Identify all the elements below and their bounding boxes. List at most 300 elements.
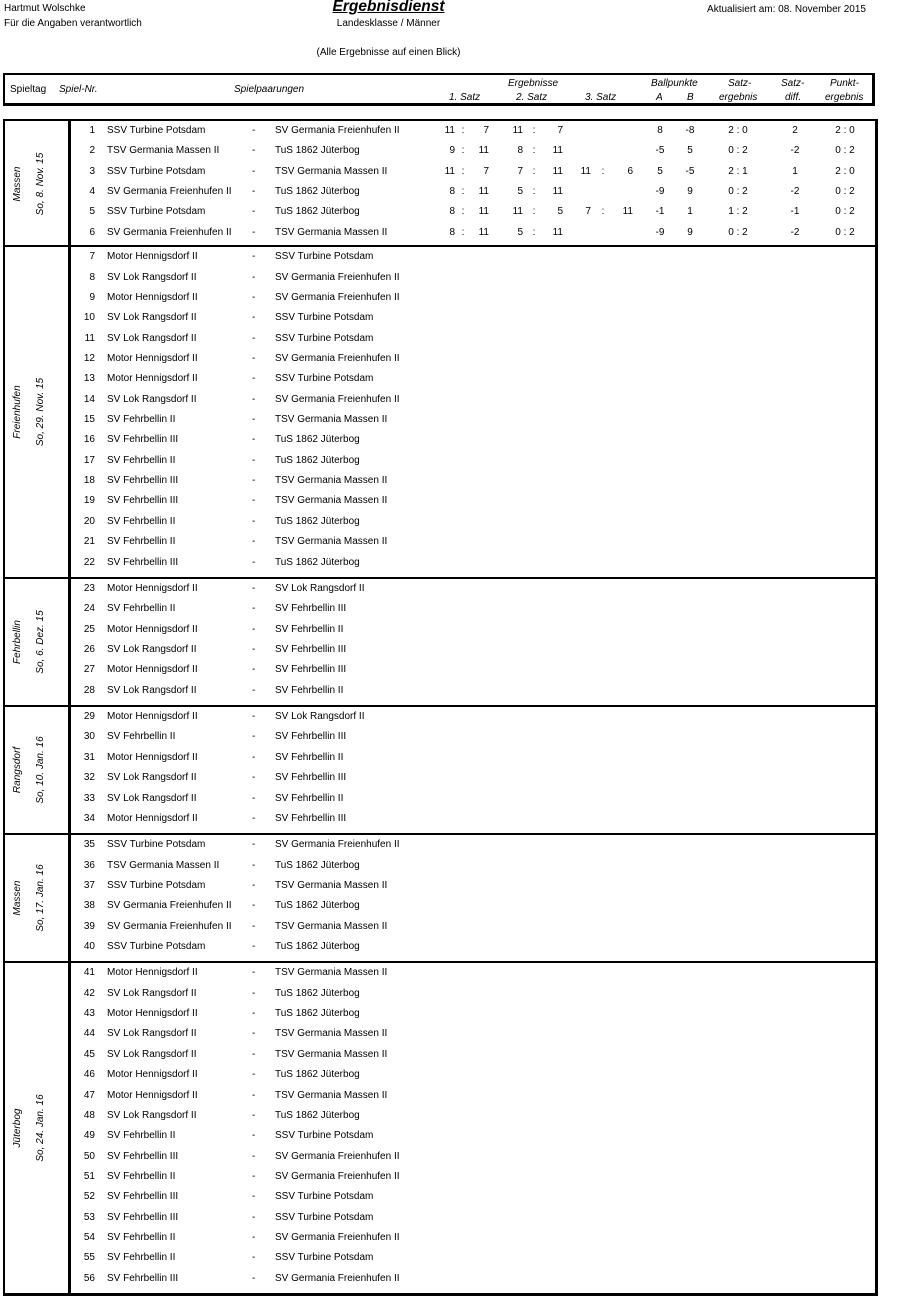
away-team: TuS 1862 Jüterbog — [275, 859, 360, 871]
score-colon: : — [461, 145, 465, 157]
header-spiel-nr: Spiel-Nr. — [59, 84, 98, 95]
versus-separator: - — [252, 1109, 256, 1121]
match-number: 12 — [83, 352, 95, 364]
match-row — [5, 554, 875, 574]
match-row — [5, 661, 875, 681]
match-row — [5, 1005, 875, 1025]
match-row — [5, 224, 875, 244]
away-team: TuS 1862 Jüterbog — [275, 900, 360, 912]
ball-points-b: 1 — [687, 206, 693, 218]
versus-separator: - — [252, 664, 256, 676]
set-result: 2 : 0 — [728, 125, 748, 136]
set-points-home: 7 — [517, 165, 523, 177]
match-number: 26 — [83, 643, 95, 655]
away-team: TuS 1862 Jüterbog — [275, 1069, 360, 1081]
match-row — [5, 391, 875, 411]
set-points-away: 11 — [552, 226, 563, 238]
set-points-home: 5 — [517, 186, 523, 198]
versus-separator: - — [252, 495, 256, 507]
set-result: 1 : 2 — [728, 206, 748, 218]
ball-points-a: -1 — [655, 206, 665, 218]
match-number: 10 — [83, 312, 95, 324]
match-row — [5, 836, 875, 856]
score-colon: : — [601, 165, 605, 177]
away-team: SV Fehrbellin III — [275, 772, 347, 784]
away-team: TuS 1862 Jüterbog — [275, 987, 360, 999]
matchday-date: So, 6. Dez. 15 — [35, 610, 46, 674]
set-points-home: 9 — [449, 145, 455, 157]
match-number: 56 — [83, 1272, 95, 1284]
ball-points-b: 9 — [687, 186, 693, 198]
score-colon: : — [532, 186, 536, 198]
home-team: SV Fehrbellin II — [107, 515, 176, 527]
home-team: Motor Hennigsdorf II — [107, 291, 198, 303]
match-number: 6 — [89, 226, 95, 238]
set-1-score — [437, 166, 489, 177]
point-result: 0 : 2 — [835, 145, 855, 157]
set-points-away: 11 — [478, 186, 489, 198]
versus-separator: - — [252, 1191, 256, 1203]
set-points-home: 5 — [517, 226, 523, 238]
home-team: SV Germania Freienhufen II — [107, 900, 232, 912]
point-result: 2 : 0 — [835, 125, 855, 136]
home-team: SV Fehrbellin II — [107, 536, 176, 548]
match-number: 46 — [83, 1069, 95, 1081]
away-team: TSV Germania Massen II — [275, 475, 388, 487]
matchday-venue: Massen — [12, 880, 23, 916]
versus-separator: - — [252, 556, 256, 568]
set-result: 2 : 1 — [728, 165, 748, 177]
match-row — [5, 183, 875, 203]
away-team: TSV Germania Massen II — [275, 414, 388, 426]
match-row — [5, 533, 875, 553]
home-team: SV Lok Rangsdorf II — [107, 1028, 197, 1040]
match-number: 30 — [83, 731, 95, 743]
match-row — [5, 641, 875, 661]
score-colon: : — [461, 226, 465, 238]
score-colon: : — [532, 165, 536, 177]
match-row — [5, 810, 875, 830]
home-team: Motor Hennigsdorf II — [107, 812, 198, 824]
set-points-away: 5 — [557, 206, 563, 218]
match-row — [5, 600, 875, 620]
versus-separator: - — [252, 1069, 256, 1081]
away-team: TuS 1862 Jüterbog — [275, 454, 360, 466]
home-team: SV Lok Rangsdorf II — [107, 772, 197, 784]
home-team: SV Fehrbellin III — [107, 1191, 179, 1203]
home-team: SV Fehrbellin III — [107, 1272, 179, 1284]
match-number: 5 — [89, 206, 95, 218]
match-row — [5, 682, 875, 702]
home-team: SV Fehrbellin III — [107, 1211, 179, 1223]
match-row — [5, 1168, 875, 1188]
away-team: SV Fehrbellin II — [275, 684, 344, 696]
away-team: SV Fehrbellin III — [275, 812, 347, 824]
versus-separator: - — [252, 1089, 256, 1101]
home-team: TSV Germania Massen II — [107, 145, 220, 157]
ball-points-b: 9 — [687, 226, 693, 238]
away-team: SV Germania Freienhufen II — [275, 1232, 400, 1244]
matchday-venue: Freienhufen — [12, 385, 23, 439]
home-team: SV Lok Rangsdorf II — [107, 684, 197, 696]
set-points-away: 7 — [557, 125, 563, 136]
home-team: SV Germania Freienhufen II — [107, 186, 232, 198]
set-points-home: 8 — [449, 186, 455, 198]
match-number: 14 — [83, 393, 95, 405]
set-points-home: 11 — [444, 165, 455, 177]
match-row — [5, 708, 875, 728]
header-punktergebnis-2: ergebnis — [825, 92, 864, 103]
versus-separator: - — [252, 1211, 256, 1223]
set-1-score — [437, 227, 489, 238]
home-team: SV Lok Rangsdorf II — [107, 312, 197, 324]
header-ergebnisse: Ergebnisse — [508, 78, 559, 89]
match-row — [5, 857, 875, 877]
versus-separator: - — [252, 684, 256, 696]
match-row — [5, 330, 875, 350]
matchday-section — [3, 247, 878, 579]
away-team: SV Germania Freienhufen II — [275, 1150, 400, 1162]
header-satz2: 2. Satz — [516, 92, 548, 103]
away-team: SV Germania Freienhufen II — [275, 839, 400, 851]
home-team: SV Lok Rangsdorf II — [107, 792, 197, 804]
match-number: 20 — [83, 515, 95, 527]
home-team: Motor Hennigsdorf II — [107, 352, 198, 364]
set-points-away: 11 — [622, 206, 633, 218]
away-team: SV Fehrbellin II — [275, 751, 344, 763]
versus-separator: - — [252, 1048, 256, 1060]
set-points-home: 8 — [449, 206, 455, 218]
versus-separator: - — [252, 967, 256, 979]
overview-note: (Alle Ergebnisse auf einen Blick) — [316, 47, 461, 58]
home-team: SV Lok Rangsdorf II — [107, 1109, 197, 1121]
home-team: SV Germania Freienhufen II — [107, 920, 232, 932]
match-number: 18 — [83, 475, 95, 487]
header-satz3: 3. Satz — [585, 92, 617, 103]
match-number: 2 — [89, 145, 95, 157]
match-number: 44 — [83, 1028, 95, 1040]
set-difference: -2 — [790, 145, 800, 157]
set-2-score — [505, 125, 563, 136]
set-3-score — [573, 206, 633, 217]
away-team: SV Germania Freienhufen II — [275, 352, 400, 364]
away-team: SV Germania Freienhufen II — [275, 271, 400, 283]
set-2-score — [505, 227, 563, 238]
set-1-score — [437, 186, 489, 197]
versus-separator: - — [252, 987, 256, 999]
home-team: SV Fehrbellin III — [107, 1150, 179, 1162]
ball-points-b: -8 — [685, 125, 695, 136]
header-satzergebnis-1: Satz- — [728, 78, 752, 89]
match-row — [5, 492, 875, 512]
match-row — [5, 769, 875, 789]
match-row — [5, 790, 875, 810]
match-row — [5, 1270, 875, 1290]
header-satzdiff-1: Satz- — [781, 78, 805, 89]
set-2-score — [505, 145, 563, 156]
header-a: A — [656, 92, 663, 103]
home-team: Motor Hennigsdorf II — [107, 1089, 198, 1101]
set-points-away: 7 — [483, 165, 489, 177]
match-row — [5, 1107, 875, 1127]
set-difference: 2 — [792, 125, 798, 136]
match-row — [5, 248, 875, 268]
author-name: Hartmut Wolschke — [4, 3, 86, 14]
set-points-away: 7 — [483, 125, 489, 136]
set-points-home: 7 — [585, 206, 591, 218]
match-number: 16 — [83, 434, 95, 446]
away-team: SSV Turbine Potsdam — [275, 332, 374, 344]
match-number: 37 — [83, 879, 95, 891]
versus-separator: - — [252, 332, 256, 344]
score-colon: : — [461, 206, 465, 218]
versus-separator: - — [252, 251, 256, 263]
match-number: 35 — [83, 839, 95, 851]
match-row — [5, 985, 875, 1005]
ball-points-a: -5 — [655, 145, 665, 157]
set-points-away: 11 — [552, 145, 563, 157]
away-team: SSV Turbine Potsdam — [275, 1191, 374, 1203]
match-number: 52 — [83, 1191, 95, 1203]
away-team: SSV Turbine Potsdam — [275, 1130, 374, 1142]
home-team: Motor Hennigsdorf II — [107, 711, 198, 723]
home-team: TSV Germania Massen II — [107, 859, 220, 871]
match-row — [5, 1229, 875, 1249]
matchday-date: So, 17. Jan. 16 — [35, 864, 46, 932]
match-number: 28 — [83, 684, 95, 696]
point-result: 0 : 2 — [835, 186, 855, 198]
versus-separator: - — [252, 434, 256, 446]
home-team: SV Germania Freienhufen II — [107, 226, 232, 238]
home-team: Motor Hennigsdorf II — [107, 751, 198, 763]
score-colon: : — [532, 145, 536, 157]
match-row — [5, 370, 875, 390]
match-row — [5, 877, 875, 897]
set-2-score — [505, 186, 563, 197]
header-b: B — [687, 92, 694, 103]
away-team: TSV Germania Massen II — [275, 967, 388, 979]
away-team: SV Fehrbellin III — [275, 664, 347, 676]
set-1-score — [437, 145, 489, 156]
match-number: 29 — [83, 711, 95, 723]
match-row — [5, 1148, 875, 1168]
page-title: Ergebnisdienst — [332, 0, 445, 15]
match-number: 9 — [89, 291, 95, 303]
match-row — [5, 1087, 875, 1107]
set-points-away: 6 — [627, 165, 633, 177]
versus-separator: - — [252, 623, 256, 635]
home-team: SSV Turbine Potsdam — [107, 165, 206, 177]
ball-points-b: 5 — [687, 145, 693, 157]
match-number: 1 — [89, 125, 95, 136]
match-number: 8 — [89, 271, 95, 283]
score-colon: : — [461, 165, 465, 177]
set-result: 0 : 2 — [728, 145, 748, 157]
matchday-section — [3, 707, 878, 835]
set-difference: -1 — [790, 206, 800, 218]
home-team: Motor Hennigsdorf II — [107, 251, 198, 263]
home-team: SSV Turbine Potsdam — [107, 125, 206, 136]
set-1-score — [437, 206, 489, 217]
match-row — [5, 918, 875, 938]
match-number: 36 — [83, 859, 95, 871]
header-satz1: 1. Satz — [449, 92, 481, 103]
score-colon: : — [461, 186, 465, 198]
versus-separator: - — [252, 145, 256, 157]
versus-separator: - — [252, 186, 256, 198]
versus-separator: - — [252, 312, 256, 324]
match-row — [5, 580, 875, 600]
away-team: TuS 1862 Jüterbog — [275, 556, 360, 568]
match-row — [5, 1066, 875, 1086]
match-row — [5, 452, 875, 472]
home-team: SV Fehrbellin III — [107, 434, 179, 446]
set-points-home: 8 — [517, 145, 523, 157]
ball-points-a: 5 — [657, 165, 663, 177]
matchday-venue: Jüterbog — [12, 1108, 23, 1148]
away-team: SV Fehrbellin II — [275, 623, 344, 635]
away-team: SV Lok Rangsdorf II — [275, 582, 365, 594]
versus-separator: - — [252, 393, 256, 405]
set-points-away: 11 — [478, 145, 489, 157]
versus-separator: - — [252, 271, 256, 283]
home-team: Motor Hennigsdorf II — [107, 1008, 198, 1020]
away-team: TSV Germania Massen II — [275, 1089, 388, 1101]
away-team: SSV Turbine Potsdam — [275, 1252, 374, 1264]
home-team: Motor Hennigsdorf II — [107, 1069, 198, 1081]
score-colon: : — [532, 125, 536, 136]
ball-points-a: -9 — [655, 186, 665, 198]
away-team: SSV Turbine Potsdam — [275, 1211, 374, 1223]
versus-separator: - — [252, 731, 256, 743]
versus-separator: - — [252, 1008, 256, 1020]
match-number: 43 — [83, 1008, 95, 1020]
match-number: 15 — [83, 414, 95, 426]
set-2-score — [505, 206, 563, 217]
home-team: SV Fehrbellin III — [107, 556, 179, 568]
match-row — [5, 472, 875, 492]
match-number: 7 — [89, 251, 95, 263]
match-number: 3 — [89, 165, 95, 177]
match-number: 34 — [83, 812, 95, 824]
versus-separator: - — [252, 1130, 256, 1142]
home-team: Motor Hennigsdorf II — [107, 582, 198, 594]
matchday-section — [3, 579, 878, 707]
set-points-home: 11 — [512, 206, 523, 218]
versus-separator: - — [252, 1252, 256, 1264]
point-result: 2 : 0 — [835, 165, 855, 177]
match-row — [5, 142, 875, 162]
versus-separator: - — [252, 792, 256, 804]
home-team: SV Fehrbellin II — [107, 414, 176, 426]
versus-separator: - — [252, 772, 256, 784]
home-team: Motor Hennigsdorf II — [107, 967, 198, 979]
versus-separator: - — [252, 1232, 256, 1244]
set-points-home: 11 — [512, 125, 523, 136]
match-row — [5, 964, 875, 984]
match-row — [5, 1046, 875, 1066]
home-team: SV Fehrbellin II — [107, 1130, 176, 1142]
away-team: SV Fehrbellin III — [275, 603, 347, 615]
set-1-score — [437, 125, 489, 136]
matchday-section — [3, 119, 878, 247]
away-team: TuS 1862 Jüterbog — [275, 515, 360, 527]
set-difference: -2 — [790, 226, 800, 238]
match-row — [5, 289, 875, 309]
home-team: SV Lok Rangsdorf II — [107, 393, 197, 405]
score-colon: : — [532, 226, 536, 238]
versus-separator: - — [252, 900, 256, 912]
match-number: 23 — [83, 582, 95, 594]
away-team: TSV Germania Massen II — [275, 920, 388, 932]
matchday-section — [3, 835, 878, 963]
set-points-away: 11 — [478, 226, 489, 238]
versus-separator: - — [252, 373, 256, 385]
away-team: SV Fehrbellin III — [275, 731, 347, 743]
set-2-score — [505, 166, 563, 177]
versus-separator: - — [252, 859, 256, 871]
match-number: 40 — [83, 941, 95, 953]
away-team: TuS 1862 Jüterbog — [275, 434, 360, 446]
match-row — [5, 728, 875, 748]
away-team: TuS 1862 Jüterbog — [275, 145, 360, 157]
versus-separator: - — [252, 711, 256, 723]
match-number: 47 — [83, 1089, 95, 1101]
versus-separator: - — [252, 643, 256, 655]
home-team: SV Lok Rangsdorf II — [107, 643, 197, 655]
set-result: 0 : 2 — [728, 226, 748, 238]
match-row — [5, 513, 875, 533]
versus-separator: - — [252, 291, 256, 303]
match-row — [5, 309, 875, 329]
away-team: TuS 1862 Jüterbog — [275, 206, 360, 218]
versus-separator: - — [252, 812, 256, 824]
set-result: 0 : 2 — [728, 186, 748, 198]
versus-separator: - — [252, 1028, 256, 1040]
point-result: 0 : 2 — [835, 206, 855, 218]
away-team: TSV Germania Massen II — [275, 226, 388, 238]
away-team: SSV Turbine Potsdam — [275, 251, 374, 263]
home-team: SV Lok Rangsdorf II — [107, 987, 197, 999]
match-row — [5, 269, 875, 289]
home-team: Motor Hennigsdorf II — [107, 623, 198, 635]
home-team: SV Fehrbellin II — [107, 603, 176, 615]
away-team: SV Germania Freienhufen II — [275, 393, 400, 405]
match-number: 32 — [83, 772, 95, 784]
versus-separator: - — [252, 125, 256, 136]
match-number: 38 — [83, 900, 95, 912]
match-number: 54 — [83, 1232, 95, 1244]
table-header — [3, 73, 875, 106]
score-colon: : — [532, 206, 536, 218]
match-row — [5, 621, 875, 641]
match-number: 4 — [89, 186, 95, 198]
matchday-date: So, 10. Jan. 16 — [35, 736, 46, 804]
match-row — [5, 1209, 875, 1229]
home-team: SSV Turbine Potsdam — [107, 206, 206, 218]
versus-separator: - — [252, 226, 256, 238]
matchday-venue: Rangsdorf — [12, 747, 23, 794]
versus-separator: - — [252, 475, 256, 487]
responsibility-note: Für die Angaben verantwortlich — [4, 18, 142, 29]
away-team: TSV Germania Massen II — [275, 1048, 388, 1060]
home-team: SSV Turbine Potsdam — [107, 879, 206, 891]
ball-points-a: -9 — [655, 226, 665, 238]
away-team: TSV Germania Massen II — [275, 536, 388, 548]
away-team: SSV Turbine Potsdam — [275, 373, 374, 385]
home-team: SV Fehrbellin III — [107, 495, 179, 507]
match-row — [5, 1025, 875, 1045]
